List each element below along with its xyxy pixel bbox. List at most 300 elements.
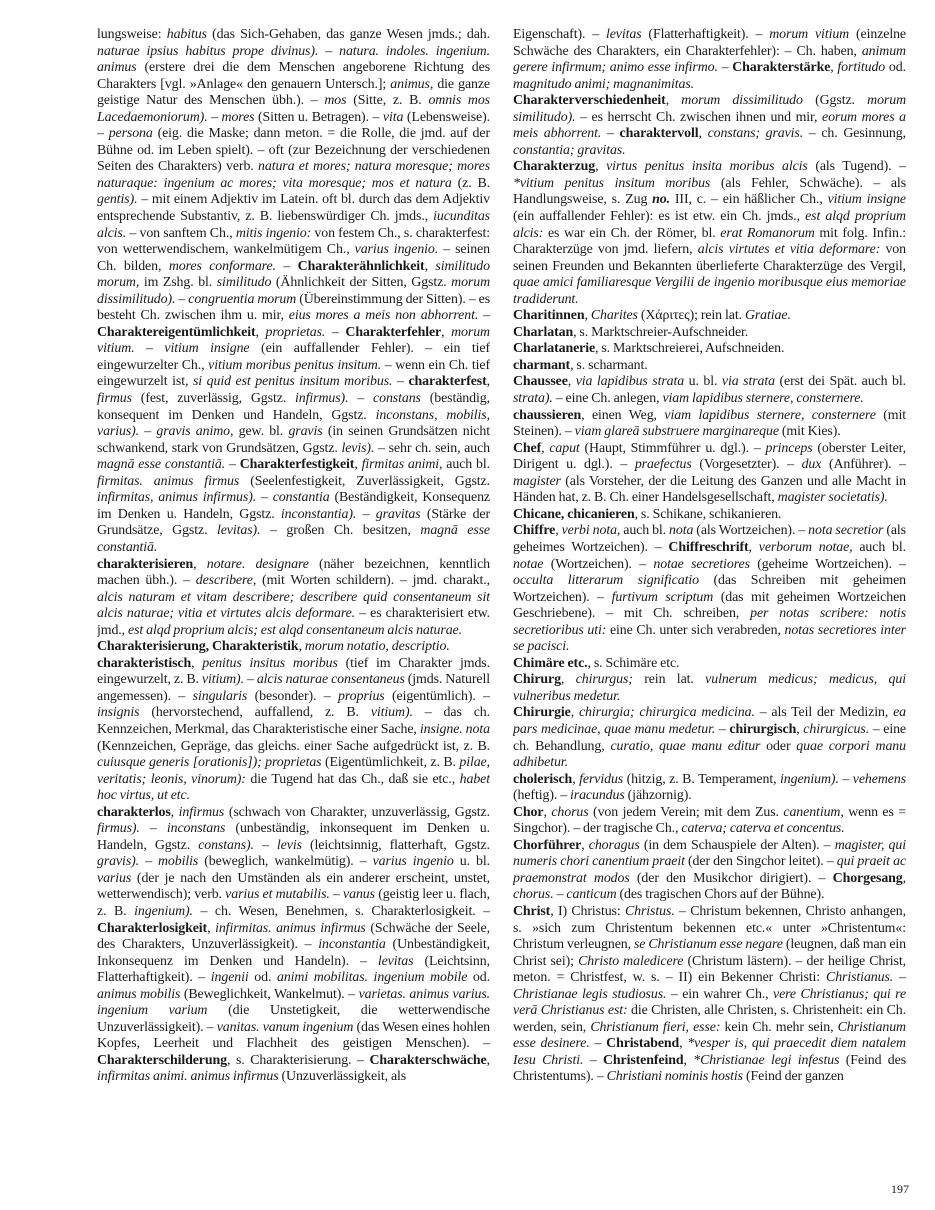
gloss-text: , bbox=[193, 556, 207, 572]
headword: chirurgisch bbox=[729, 721, 797, 737]
latin-equivalent: inconstans, mobilis, varius). – gravis animo, bbox=[97, 407, 490, 440]
gloss-text: , s. Charakterisierung. – bbox=[226, 1052, 370, 1068]
latin-equivalent: viam glareā substruere marginareque bbox=[574, 424, 779, 440]
gloss-text: es war ein Ch. der Römer, bl. bbox=[543, 225, 721, 241]
gloss-text: (eigentümlich). – bbox=[384, 688, 490, 704]
headword: Chimäre etc. bbox=[513, 655, 588, 671]
gloss-text: (Feind der ganzen bbox=[743, 1069, 844, 1085]
dictionary-entry bbox=[97, 557, 490, 640]
gloss-text: – bbox=[715, 721, 730, 737]
gloss-text: , bbox=[698, 126, 708, 142]
gloss-text: – wenn ein Ch. tief eingewurzelt ist, bbox=[97, 357, 490, 390]
gloss-text: (Ggstz. bbox=[802, 93, 868, 109]
dictionary-entry bbox=[513, 523, 906, 655]
gloss-text: oder bbox=[760, 738, 797, 754]
gloss-text: auch bl. bbox=[620, 523, 670, 539]
latin-equivalent: firmus). – inconstans bbox=[97, 821, 226, 837]
headword: Charakterzug bbox=[513, 159, 596, 175]
gloss-text: , bbox=[570, 705, 579, 721]
headword: Chorgesang bbox=[832, 870, 903, 886]
latin-equivalent: animus, bbox=[390, 76, 434, 92]
dictionary-entry bbox=[513, 358, 906, 375]
latin-equivalent: vitium insigne bbox=[827, 192, 906, 208]
headword: Chirurgie bbox=[513, 705, 571, 721]
latin-equivalent: varius ingenio bbox=[372, 854, 454, 870]
gloss-text: , bbox=[555, 523, 562, 539]
left-column bbox=[97, 27, 490, 1175]
gloss-text: – großen Ch. besitzen, bbox=[260, 523, 421, 539]
gloss-text: (jähzornig). bbox=[624, 788, 692, 804]
gloss-text: (mit Steinen). – bbox=[513, 407, 906, 440]
latin-equivalent: varius bbox=[97, 870, 132, 886]
gloss-text: (das Wesen eines hohlen Kopfes, Leerheit und Flachheit des geistigen Menschen). – bbox=[97, 1019, 490, 1052]
latin-equivalent: constantia; gravitas. bbox=[513, 142, 626, 158]
gloss-text: , bbox=[902, 870, 906, 886]
dictionary-entry bbox=[513, 672, 906, 705]
gloss-text: (fest, zuverlässig, Ggstz. bbox=[131, 391, 296, 407]
headword: Charakterschilderung bbox=[97, 1052, 227, 1068]
latin-equivalent: cuiusque generis [orationis]); proprietas bbox=[97, 755, 322, 771]
gloss-text: (hitzig, z. B. Temperament, bbox=[623, 771, 781, 787]
gloss-text: , s. scharmant. bbox=[570, 357, 648, 373]
dictionary-entry bbox=[513, 374, 906, 407]
gloss-text: , bbox=[191, 655, 203, 671]
gloss-text: – bbox=[225, 457, 240, 473]
gloss-text: eine Ch. unter sich verabreden, bbox=[606, 622, 785, 638]
gloss-text: (erst dei Spät. auch bl. bbox=[774, 374, 906, 390]
latin-equivalent: describere, bbox=[195, 573, 257, 589]
gloss-text: (Χάριτες); rein lat. bbox=[637, 308, 745, 324]
gloss-text: u. bl. bbox=[453, 854, 490, 870]
latin-equivalent: iucunditas alcis. bbox=[97, 209, 490, 241]
dictionary-entry bbox=[97, 639, 490, 656]
gloss-text: – bbox=[553, 887, 567, 903]
gloss-text: (Wortzeichen). – bbox=[543, 556, 654, 572]
gloss-text: , bbox=[595, 159, 607, 175]
latin-equivalent: princeps bbox=[765, 440, 813, 456]
gloss-text: – es charakterisiert etw. jmd., bbox=[97, 606, 490, 638]
headword: Chiffre bbox=[513, 523, 556, 539]
headword: Christenfeind bbox=[602, 1052, 684, 1068]
latin-equivalent: vita bbox=[382, 109, 404, 125]
latin-equivalent: si quid est penitus insitum moribus. bbox=[192, 374, 393, 390]
headword: charakteristisch bbox=[97, 655, 192, 671]
latin-equivalent: magister, qui numeris chori canentium praeit bbox=[513, 837, 906, 870]
gloss-text: – ch. Gesinnung, bbox=[803, 126, 906, 142]
gloss-text: (schwach von Charakter, unzuverlässig, Ggstz. bbox=[224, 804, 490, 820]
sense-number: no. bbox=[652, 192, 671, 208]
latin-equivalent: animum gerere infirmum; animo esse infirmo. bbox=[513, 43, 906, 76]
gloss-text: (erstere drei die dem Menschen angeborene Richtung des Charakters [vgl. »Anlage« den genauern Untersch.]; bbox=[97, 60, 490, 92]
gloss-text: wenn es = Singchor). – der tragische Ch., bbox=[513, 804, 906, 837]
dictionary-entry bbox=[513, 805, 906, 838]
latin-equivalent: *vitium penitus insitum moribus bbox=[513, 175, 711, 191]
latin-equivalent: firmitas. animus firmus bbox=[97, 473, 240, 489]
latin-equivalent: morum vitium bbox=[769, 27, 850, 42]
latin-equivalent: notare. designare bbox=[206, 556, 309, 572]
headword: charmant bbox=[513, 357, 571, 373]
latin-equivalent: Gratiae. bbox=[744, 308, 791, 324]
gloss-text: – bbox=[478, 308, 490, 324]
gloss-text: – bbox=[589, 1036, 607, 1052]
gloss-text: (näher bezeichnen, kenntlich machen übh.). – bbox=[97, 556, 490, 589]
gloss-text: (unbeständig, inkonsequent im Denken u. Handeln, Ggstz. bbox=[97, 821, 490, 853]
latin-equivalent: Christo maledicere bbox=[578, 953, 684, 969]
latin-equivalent: similitudo bbox=[216, 275, 272, 291]
gloss-text: , bbox=[354, 457, 362, 473]
gloss-text: , bbox=[584, 308, 591, 324]
headword: Chef bbox=[513, 440, 542, 456]
gloss-text: (in dem Schauspiele der Alten). – bbox=[639, 837, 835, 853]
headword: Charakterverschiedenheit bbox=[513, 93, 666, 109]
latin-equivalent: est alqd proprium alcis: bbox=[513, 209, 906, 241]
latin-equivalent: nota secretior bbox=[808, 523, 884, 539]
gloss-text: (das mit geheimen Wortzeichen Geschriebene). – mit Ch. schreiben, bbox=[513, 589, 906, 622]
dictionary-entry bbox=[513, 27, 906, 93]
gloss-text: (Beweglichkeit, Wankelmut). – bbox=[180, 986, 359, 1002]
gloss-text: mit folg. Infin.: Charakterzüge von jmd. liefern, bbox=[513, 225, 906, 258]
latin-equivalent: singularis bbox=[192, 688, 248, 704]
latin-equivalent: furtivum scriptum bbox=[611, 589, 714, 605]
headword: Charakterfehler bbox=[345, 324, 442, 340]
latin-equivalent: pilae, veritatis; leonis, vinorum): bbox=[97, 755, 490, 787]
gloss-text: , bbox=[567, 374, 576, 390]
gloss-text: rein lat. bbox=[632, 672, 706, 688]
latin-equivalent: chirurgus; bbox=[575, 672, 633, 688]
gloss-text: (eig. die Maske; dann meton. = die Rolle, die jmd. auf der Bühne od. im Leben spielt). – oft (zur Bezeichnung der verschiedenen Seiten des Charakters) verb. bbox=[97, 126, 490, 175]
page-number: 197 bbox=[891, 1182, 909, 1196]
gloss-text: od. bbox=[885, 60, 906, 76]
gloss-text: (Eigentümlichkeit, z. B. bbox=[321, 755, 460, 771]
dictionary-entry bbox=[513, 159, 906, 308]
gloss-text: – bbox=[601, 126, 620, 142]
headword: Charlatanerie bbox=[513, 341, 596, 357]
latin-equivalent: vitium moribus penitus insitum. bbox=[208, 357, 382, 373]
headword: charaktervoll bbox=[619, 126, 699, 142]
latin-equivalent: mos bbox=[324, 93, 347, 109]
latin-equivalent: *vesper is, qui praecedit diem natalem Iesu Christi. bbox=[513, 1036, 906, 1068]
latin-equivalent: habet hoc virtus, ut etc. bbox=[97, 771, 490, 804]
headword: Charakterstärke bbox=[732, 60, 831, 76]
gloss-text: – mit einem Adjektiv im Latein. oft bl. durch das dem Adjektiv entsprechende Substantiv, z. B. liebenswürdiger Ch. jmds., bbox=[97, 192, 490, 225]
latin-equivalent: chirurgia; chirurgica medicina. bbox=[578, 705, 755, 721]
gloss-text: , I) Christus: bbox=[550, 903, 625, 919]
headword: Charakterlosigkeit bbox=[97, 920, 208, 936]
gloss-text: , s. Marktschreier-Aufschneider. bbox=[573, 324, 749, 340]
gloss-text: kein Ch. mehr sein, bbox=[720, 1019, 838, 1035]
latin-equivalent: magnā esse constantiā. bbox=[97, 523, 490, 555]
gloss-text: (Kennzeichen, Gepräge, das gleichs. einer Sache aufgedrückt ist, z. B. bbox=[97, 738, 490, 754]
gloss-text: (leichtsinnig, flatterhaft, Ggstz. bbox=[301, 837, 490, 853]
latin-equivalent: notae secretiores bbox=[653, 556, 750, 572]
latin-equivalent: ingenium). – vehemens bbox=[780, 771, 906, 787]
latin-equivalent: ingenii bbox=[210, 970, 249, 986]
latin-equivalent: penitus insitus moribus bbox=[202, 655, 338, 671]
latin-equivalent: est alqd proprium alcis; est alqd consentaneum alcis naturae. bbox=[128, 622, 462, 638]
gloss-text: (hervorstechend, auffallend, z. B. bbox=[139, 705, 371, 721]
gloss-text: (Unzuverlässigkeit, als bbox=[278, 1069, 407, 1085]
gloss-text: (Leichtsinn, Flatterhaftigkeit). – bbox=[97, 953, 490, 986]
gloss-text: (besonder). – bbox=[247, 688, 339, 704]
latin-equivalent: insigne. nota bbox=[419, 721, 490, 737]
gloss-text: , s. Schimäre etc. bbox=[587, 655, 680, 671]
latin-equivalent: similitudo morum, bbox=[97, 258, 490, 291]
latin-equivalent: virtus penitus insita moribus alcis bbox=[606, 159, 808, 175]
gloss-text: – von sanftem Ch., bbox=[126, 225, 236, 241]
latin-equivalent: via lapidibus strata bbox=[575, 374, 685, 390]
gloss-text: (als Wortzeichen). – bbox=[693, 523, 809, 539]
latin-equivalent: infirmitas. animus infirmus bbox=[215, 920, 366, 936]
latin-equivalent: Christianus. – Christianae legis studiosus. bbox=[513, 970, 906, 1002]
latin-equivalent: occulta litterarum significatio bbox=[513, 573, 699, 589]
gloss-text: – ein wahrer Ch., bbox=[666, 986, 774, 1002]
gloss-text: (jmds. Naturell angemessen). – bbox=[97, 672, 490, 704]
dictionary-entry bbox=[513, 341, 906, 358]
latin-equivalent: infirmus bbox=[178, 804, 225, 820]
headword: Charaktereigentümlichkeit bbox=[97, 324, 256, 340]
headword: Charitinnen bbox=[513, 308, 585, 324]
headword: Chicane, chicanieren bbox=[513, 506, 635, 522]
gloss-text: auch bl. bbox=[442, 457, 490, 473]
gloss-text: (ein auffallender Fehler). – ein tief eingewurzelter Ch., bbox=[97, 341, 490, 373]
latin-equivalent: nota bbox=[669, 523, 694, 539]
latin-equivalent: qui praeit ac praemonstrat modos bbox=[513, 854, 906, 886]
latin-equivalent: levitas bbox=[377, 953, 414, 969]
latin-equivalent: naturae ipsius habitus prope divinus). – natura. indoles. ingenium. animus bbox=[97, 43, 490, 76]
gloss-text: (Übereinstimmung der Sitten). – es besteht Ch. zwischen ihm u. mir, bbox=[97, 291, 490, 324]
latin-equivalent: firmitas animi, bbox=[361, 457, 443, 473]
latin-equivalent: persona bbox=[108, 126, 153, 142]
gloss-text: (als Tugend). – bbox=[807, 159, 906, 175]
gloss-text: (geistig leer u. flach, z. B. bbox=[97, 887, 490, 919]
latin-equivalent: curatio, quae manu editur bbox=[610, 738, 761, 754]
gloss-text: (die Unstetigkeit, die wetterwendische Unzuverlässigkeit). – bbox=[97, 1003, 490, 1035]
latin-equivalent: se Christianum esse negare bbox=[633, 937, 783, 953]
latin-equivalent: natura et mores; natura moresque; mores naturaque: ingenium ac mores; vita moresque; mos et natura bbox=[97, 159, 490, 191]
latin-equivalent: quae amici familiaresque Vergilii de ingenio moribusque eius memoriae tradiderunt. bbox=[513, 275, 906, 307]
gloss-text: , s. Schikane, schikanieren. bbox=[634, 506, 782, 522]
gloss-text: (Stärke der Grundsätze, Ggstz. bbox=[97, 506, 490, 539]
latin-equivalent: chorus. bbox=[513, 887, 554, 903]
latin-equivalent: mitis ingenio: bbox=[235, 225, 312, 241]
headword: Charakterisierung, Charakteristik bbox=[97, 639, 299, 655]
latin-equivalent: proprius bbox=[338, 688, 385, 704]
latin-equivalent: ea pars medicinae, quae manu medetur. bbox=[513, 705, 906, 737]
latin-equivalent: animi mobilitas. ingenium mobile bbox=[276, 970, 468, 986]
dictionary-entry bbox=[513, 656, 906, 673]
gloss-text: – das ch. Kennzeichen, Merkmal, das Charakteristische einer Sache, bbox=[97, 705, 490, 737]
latin-equivalent: magnā esse constantiā. bbox=[97, 457, 226, 473]
gloss-text: (Lebensweise). – bbox=[97, 109, 490, 142]
latin-equivalent: Christus. bbox=[624, 903, 675, 919]
gloss-text: – sehr ch. sein, auch bbox=[374, 440, 490, 456]
latin-equivalent: infirmitas, animus infirmus). – constantia bbox=[97, 490, 330, 506]
gloss-text: (als Fehler, Schwäche). – als Handlungsweise, s. Zug bbox=[513, 175, 906, 208]
gloss-text: (in seinen Grundsätzen nicht schwankend, stark von Grundsätzen, Ggstz. bbox=[97, 424, 490, 456]
latin-equivalent: fervidus bbox=[579, 771, 624, 787]
gloss-text: – bbox=[717, 60, 733, 76]
gloss-text: (Ähnlichkeit der Sitten, Ggstz. bbox=[271, 275, 452, 291]
gloss-text: (beweglich, wankelmütig). – bbox=[198, 854, 373, 870]
latin-equivalent: varius ingenio. bbox=[354, 242, 439, 258]
gloss-text: u. bl. bbox=[684, 374, 722, 390]
headword: Chaussee bbox=[513, 374, 568, 390]
dictionary-entry bbox=[513, 325, 906, 342]
latin-equivalent: ingenium). bbox=[134, 903, 193, 919]
latin-equivalent: notas secretiores inter se pacisci. bbox=[513, 622, 906, 655]
gloss-text: – ch. Wesen, Benehmen, s. Charakterlosigkeit. – bbox=[192, 903, 490, 919]
latin-equivalent: morum similitudo). bbox=[513, 93, 906, 125]
gloss-text: , bbox=[424, 258, 436, 274]
gloss-text: (der je nach den Umständen als ein anderer erscheint, unstet, wetterwendisch); verb. bbox=[97, 870, 490, 903]
dictionary-entry bbox=[513, 308, 906, 325]
headword: Christabend bbox=[606, 1036, 680, 1052]
latin-equivalent: vanitas. vanum ingenium bbox=[216, 1019, 354, 1035]
latin-equivalent: firmus bbox=[97, 391, 132, 407]
dictionary-entry bbox=[513, 705, 906, 771]
gloss-text: (als geheimes Wortzeichen). – bbox=[513, 523, 906, 555]
gloss-text: , bbox=[170, 804, 179, 820]
headword: charakterisieren bbox=[97, 556, 194, 572]
gloss-text: (Feind des Christentums). – bbox=[513, 1052, 906, 1085]
gloss-text: – Christum bekennen, Christo anhangen, s. »sich zum Christentum bekennen etc.« unter »Christentum«: Christum verleugnen, bbox=[513, 903, 906, 953]
latin-equivalent: gravis bbox=[288, 424, 323, 440]
gloss-text: (Beständigkeit, Konsequenz im Denken u. Handeln, Ggstz. bbox=[97, 490, 490, 522]
gloss-text: , bbox=[255, 324, 266, 340]
latin-equivalent: proprietas. bbox=[265, 324, 326, 340]
dictionary-entry bbox=[513, 772, 906, 805]
dictionary-entry bbox=[513, 441, 906, 507]
latin-equivalent: alcis naturam et vitam describere; describere quid consentaneum sit alcis naturae; vitia et virtutes alcis deformare. bbox=[97, 589, 490, 622]
gloss-text: – eine ch. Behandlung, bbox=[513, 721, 906, 754]
latin-equivalent: morum vitium. – vitium insigne bbox=[97, 324, 490, 357]
latin-equivalent: infirmitas animi. animus infirmus bbox=[97, 1069, 279, 1085]
latin-equivalent: via strata bbox=[721, 374, 775, 390]
gloss-text: III, c. – ein häßlicher Ch., bbox=[670, 192, 828, 208]
latin-equivalent: varietas. animus varius. ingenium varium bbox=[97, 986, 490, 1019]
gloss-text: , bbox=[486, 374, 490, 390]
headword: Chirurg bbox=[513, 672, 561, 688]
latin-equivalent: *Christianae legi infestus bbox=[693, 1052, 840, 1068]
gloss-text: (Sitte, z. B. bbox=[346, 93, 429, 109]
gloss-text: , bbox=[486, 1052, 490, 1068]
gloss-text: , bbox=[541, 440, 550, 456]
gloss-text: (tief im Charakter jmds. eingewurzelt, z. B. bbox=[97, 655, 490, 688]
gloss-text: , bbox=[683, 1052, 694, 1068]
gloss-text: (mit Worten schildern). – jmd. charakt., bbox=[256, 573, 490, 589]
headword: cholerisch bbox=[513, 771, 573, 787]
gloss-text: od. bbox=[248, 970, 277, 986]
gloss-text: (Christum lästern). – der heilige Christ, meton. = Christfest, w. s. – II) ein Bekenner Christi: bbox=[513, 953, 906, 986]
latin-equivalent: varius et mutabilis. – vanus bbox=[225, 887, 375, 903]
latin-equivalent: eorum mores a meis abhorrent. bbox=[513, 109, 906, 142]
latin-equivalent: magnitudo animi; magnanimitas. bbox=[513, 76, 695, 92]
gloss-text: – bbox=[392, 374, 409, 390]
gloss-text: Eigenschaft). – bbox=[513, 27, 606, 42]
gloss-text: – als Teil der Medizin, bbox=[754, 705, 894, 721]
latin-equivalent: vitium). bbox=[370, 705, 413, 721]
latin-equivalent: caput bbox=[549, 440, 580, 456]
latin-equivalent: verborum notae, bbox=[758, 539, 853, 555]
gloss-text: (Vorgesetzter). – bbox=[691, 457, 802, 473]
headword: Charakterschwäche bbox=[369, 1052, 487, 1068]
gloss-text: , s. Marktschreierei, Aufschneiden. bbox=[595, 341, 785, 357]
latin-equivalent: chorus bbox=[551, 804, 589, 820]
latin-equivalent: canticum bbox=[566, 887, 617, 903]
latin-equivalent: Christiani nominis hostis bbox=[606, 1069, 743, 1085]
latin-equivalent: viam lapidibus sternere, consternere. bbox=[662, 391, 864, 407]
headword: Chor bbox=[513, 804, 544, 820]
latin-equivalent: canentium, bbox=[783, 804, 844, 820]
latin-equivalent: morum dissimilitudo). – congruentia morum bbox=[97, 275, 490, 307]
right-column bbox=[513, 27, 906, 1175]
gloss-text: (Sitten u. Betragen). – bbox=[254, 109, 383, 125]
latin-equivalent: gravis). – mobilis bbox=[97, 854, 199, 870]
latin-equivalent: inconstantia). – gravitas bbox=[280, 506, 421, 522]
gloss-text: (der den Musikchor dirigiert). – bbox=[629, 870, 833, 886]
gloss-text: die Christen, alle Christen, s. Christenheit: ein Ch. werden, sein, bbox=[513, 1003, 906, 1035]
dictionary-entry bbox=[97, 656, 490, 805]
latin-equivalent: vere Christianus; qui re verā Christianus est: bbox=[513, 986, 906, 1019]
gloss-text: (von jedem Verein; mit dem Zus. bbox=[588, 804, 784, 820]
latin-equivalent: caterva; caterva et concentus. bbox=[681, 821, 845, 837]
latin-equivalent: inconstantia bbox=[318, 937, 386, 953]
gloss-text: , bbox=[581, 837, 589, 853]
gloss-text: , bbox=[679, 1036, 688, 1052]
latin-equivalent: fortitudo bbox=[837, 60, 886, 76]
dictionary-entry bbox=[513, 904, 906, 1086]
latin-equivalent: magister bbox=[513, 473, 561, 489]
gloss-text: (Unbeständigkeit, Inkonsequenz im Denken und Handeln). – bbox=[97, 937, 490, 969]
gloss-text: (Flatterhaftigkeit). – bbox=[641, 27, 770, 42]
gloss-text: (leugnen, daß man ein Christ sei); bbox=[513, 937, 906, 969]
gloss-text: (beständig, konsequent im Denken und Handeln, Ggstz. bbox=[97, 391, 490, 423]
latin-equivalent: magister societatis). bbox=[777, 490, 888, 506]
latin-equivalent: chirurgicus. bbox=[803, 721, 870, 737]
latin-equivalent: iracundus bbox=[570, 788, 625, 804]
gloss-text: die ganze geistige Natur des Menschen übh.). – bbox=[97, 76, 490, 109]
dictionary-entry bbox=[513, 838, 906, 904]
gloss-text: (Haupt, Stimmführer u. dgl.). – bbox=[579, 440, 766, 456]
dictionary-entry bbox=[513, 93, 906, 159]
gloss-text: od. bbox=[467, 970, 490, 986]
gloss-text: , bbox=[748, 539, 759, 555]
headword: charakterfest bbox=[408, 374, 487, 390]
latin-equivalent: morum notatio, descriptio. bbox=[304, 639, 450, 655]
gloss-text: – bbox=[325, 324, 346, 340]
latin-equivalent: vitium). – alcis naturae consentaneus bbox=[201, 672, 405, 688]
gloss-text: , bbox=[543, 804, 552, 820]
gloss-text: , bbox=[572, 771, 580, 787]
latin-equivalent: per notas scribere: notis secretioribus uti: bbox=[513, 606, 906, 638]
headword: Chorführer bbox=[513, 837, 582, 853]
latin-equivalent: vulnerum medicus; medicus, qui vulneribus medetur. bbox=[513, 672, 906, 704]
latin-equivalent: morum dissimilitudo bbox=[681, 93, 803, 109]
gloss-text: (Anführer). – bbox=[821, 457, 906, 473]
gloss-text: im Zshg. bl. bbox=[139, 275, 217, 291]
gloss-text: , bbox=[830, 60, 838, 76]
latin-equivalent: constans). – levis bbox=[198, 837, 302, 853]
gloss-text: (als Vorsteher, der die Leitung des Ganzen und alle Macht in Händen hat, z. B. Ch. einer Handelsgesellschaft, bbox=[513, 473, 906, 506]
dictionary-entry bbox=[513, 408, 906, 441]
gloss-text: (einzelne Schwäche des Charakters, ein Charakterfehler): – Ch. haben, bbox=[513, 27, 906, 59]
latin-equivalent: gentis). bbox=[97, 192, 138, 208]
latin-equivalent: Christianum esse desinere. bbox=[513, 1019, 906, 1052]
latin-equivalent: levis). bbox=[341, 440, 375, 456]
latin-equivalent: alcis virtutes et vitia deformare: bbox=[697, 242, 881, 258]
latin-equivalent: levitas bbox=[605, 27, 642, 42]
gloss-text: – bbox=[583, 1052, 603, 1068]
